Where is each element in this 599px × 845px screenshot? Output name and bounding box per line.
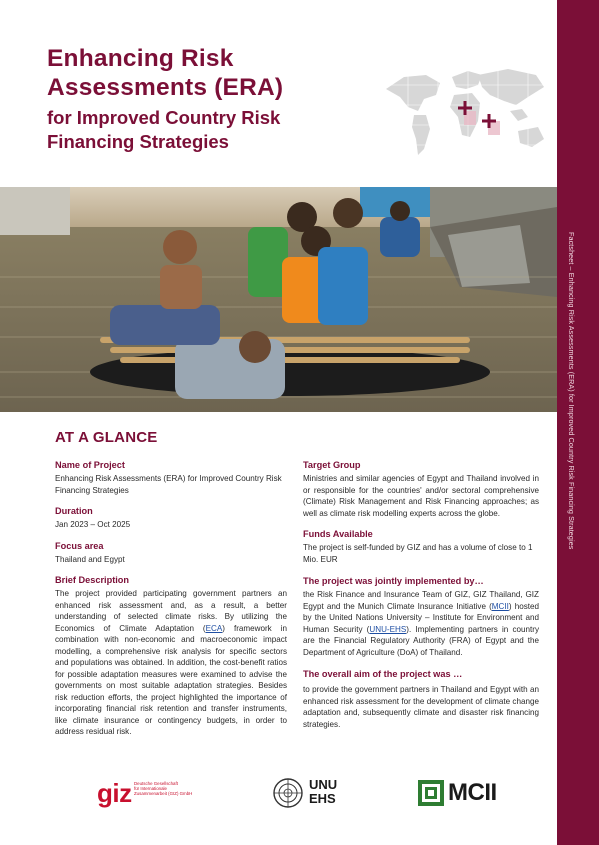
left-column	[55, 459, 287, 738]
funds-value: The project is self-funded by GIZ and has a volume of close to 1 Mio. EUR	[303, 543, 533, 564]
jointly-implemented-label: The project was jointly implemented by…	[303, 576, 484, 586]
giz-logo	[97, 776, 217, 810]
funds-label: Funds Available	[303, 529, 373, 539]
mcii-square-icon	[417, 779, 445, 807]
target-group-value: Ministries and similar agencies of Egypt and Thailand involved in or responsible for the countries' and/or sectoral comprehensive (Climate) Risk Management and Risk Financing approaches; as well as climate risk modelling experts across the globe.	[303, 474, 539, 518]
jointly-text-part-2: ) hosted by the United Nations University – Institute for Environment and Human Security (	[303, 601, 539, 634]
title-line-3: for Improved Country Risk	[47, 107, 281, 128]
right-column	[303, 459, 539, 730]
sidebar-caption	[562, 232, 582, 562]
mcii-link[interactable]: MCII	[491, 601, 509, 611]
jointly-text-part-3: ). Implementing partners in country are the Financial Regulatory Authority (FRA) of Egypt and the Department of Agriculture (DoA) of Thailand.	[303, 624, 539, 657]
sidebar-text: Factsheet – Enhancing Risk Assessments (ERA) for Improved Country Risk Financing Strategies	[567, 232, 576, 550]
jointly-text-part-1: the Risk Finance and Insurance Team of GIZ, GIZ Thailand, GIZ Egypt and the Munich Climate Insurance Initiative (	[303, 590, 539, 611]
duration-label: Duration	[55, 506, 93, 516]
mcii-logo	[417, 776, 509, 810]
overall-aim-label: The overall aim of the project was …	[303, 669, 463, 679]
brief-description-label: Brief Description	[55, 575, 130, 585]
eca-link[interactable]: ECA	[205, 623, 223, 633]
jointly-implemented-text	[303, 589, 539, 658]
target-group-label: Target Group	[303, 460, 361, 470]
unu-text: UNU	[309, 777, 338, 792]
title-line-1: Enhancing Risk	[47, 45, 234, 72]
ehs-text: EHS	[309, 791, 336, 806]
un-emblem-icon	[272, 777, 304, 809]
focus-area-value: Thailand and Egypt	[55, 554, 125, 564]
title-line-2: Assessments (ERA)	[47, 74, 284, 101]
world-map-graphic	[378, 55, 550, 175]
overall-aim-value: to provide the government partners in Thailand and Egypt with an enhanced risk assessment for the development of climate change adaptation and, subsequently climate and disaster risk financing strategies.	[303, 685, 539, 729]
at-a-glance-heading: AT A GLANCE	[55, 429, 158, 446]
duration-value: Jan 2023 – Oct 2025	[55, 520, 131, 529]
unu-ehs-link[interactable]: UNU-EHS	[369, 624, 407, 634]
giz-caption-line-3: Zusammenarbeit (GIZ) GmbH	[134, 791, 193, 797]
brief-text-part-1: The project provided participating government partners an enhanced risk assessment and, as a result, a better understanding of selected climate risks. By utilizing the Economics of Climate Adaptation (	[55, 589, 287, 633]
hero-photo	[0, 187, 557, 412]
unu-ehs-logo	[272, 776, 342, 810]
giz-caption	[134, 781, 192, 797]
giz-caption-line-1: Deutsche Gesellschaft	[134, 781, 178, 786]
giz-caption-line-2: für Internationale	[134, 786, 167, 792]
brief-description-text	[55, 588, 287, 738]
project-name-value: Enhancing Risk Assessments (ERA) for Improved Country Risk Financing Strategies	[55, 474, 282, 495]
page-title	[47, 44, 367, 154]
mcii-wordmark: MCII	[448, 779, 497, 806]
title-line-4: Financing Strategies	[47, 131, 229, 152]
giz-wordmark: giz	[97, 778, 132, 808]
unu-ehs-text	[309, 778, 337, 806]
brief-text-part-2: ) framework in combination with non-economic and macroeconomic impact modelling, a comprehensive risk analysis for specific sectors and populations was obtained. In addition, the cost-benefit ratios for possible adaptation measures were examined to advise the governments on most suitable adaptation strategies. Besides risk reduction efforts, the project highlighted the importance of incorporating financial risk retention and transfer instruments, like climate insurance or contingency budgets, in order to address residual risk.	[55, 623, 287, 736]
focus-area-label: Focus area	[55, 540, 104, 551]
project-name-label: Name of Project	[55, 460, 125, 470]
